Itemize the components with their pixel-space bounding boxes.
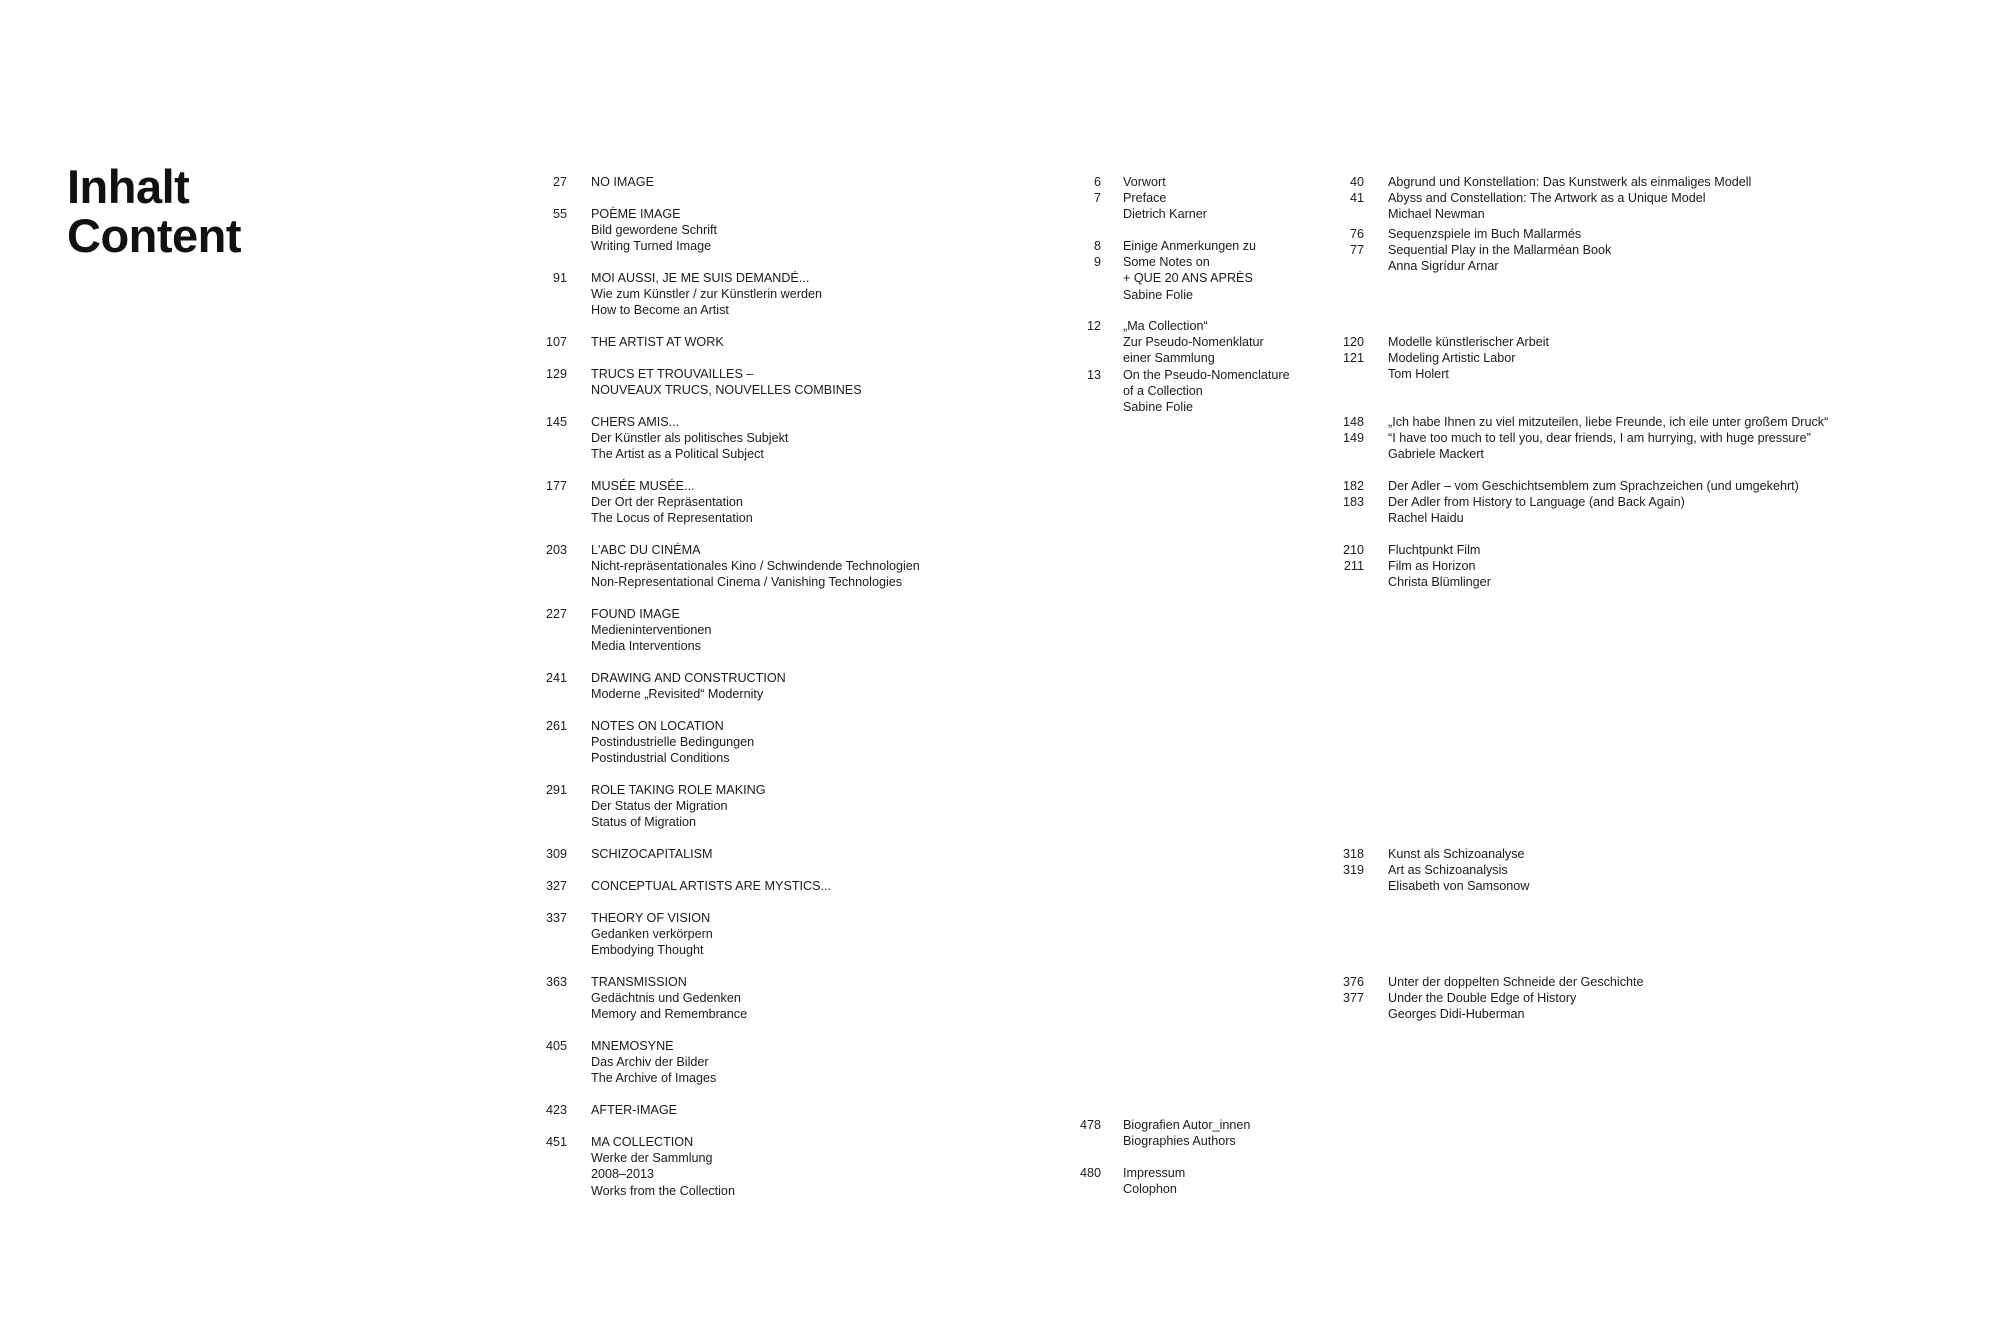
page-number: 6 xyxy=(1093,175,1101,189)
entry-line: Der Künstler als politisches Subjekt xyxy=(591,431,789,446)
entry-line: + QUE 20 ANS APRÈS xyxy=(1123,271,1253,286)
entry-line: 2008–2013 xyxy=(591,1167,655,1182)
entry-line: Sabine Folie xyxy=(1123,287,1194,302)
entry-line: Memory and Remembrance xyxy=(591,1007,748,1022)
entry-line: Postindustrial Conditions xyxy=(591,751,730,766)
page-number xyxy=(1061,350,1101,366)
page-number xyxy=(1061,334,1101,350)
entry-title: CHERS AMIS... xyxy=(591,415,680,429)
page-number: 261 xyxy=(545,719,567,733)
entry-line: Status of Migration xyxy=(591,815,696,830)
page-number: 177 xyxy=(545,479,567,493)
entry-line: NOUVEAUX TRUCS, NOUVELLES COMBINES xyxy=(591,383,862,398)
entry-title: TRANSMISSION xyxy=(591,975,687,989)
entry-line: Colophon xyxy=(1123,1182,1177,1197)
title-english: Content xyxy=(67,209,242,262)
entry-title: Fluchtpunkt Film xyxy=(1388,543,1481,557)
entry-line: Bild gewordene Schrift xyxy=(591,223,718,238)
page-number: 145 xyxy=(545,415,567,429)
page-title xyxy=(67,162,241,260)
page-number: 129 xyxy=(545,367,567,381)
page-number: 318 xyxy=(1342,847,1364,861)
title-german: Inhalt xyxy=(67,160,190,213)
entry-title: Vorwort xyxy=(1123,175,1166,189)
entry-line: einer Sammlung xyxy=(1123,351,1215,366)
entry-line: Medieninterventionen xyxy=(591,623,712,638)
page-number: 211 xyxy=(1343,559,1364,574)
page-number: 148 xyxy=(1342,415,1364,429)
page-number: 77 xyxy=(1349,243,1364,258)
entry-title: SCHIZOCAPITALISM xyxy=(591,847,713,861)
page-number: 480 xyxy=(1079,1166,1101,1180)
entry-line: Non-Representational Cinema / Vanishing Technologies xyxy=(591,575,903,590)
entry-title: Modelle künstlerischer Arbeit xyxy=(1388,335,1549,349)
entry-line: Sequential Play in the Mallarméan Book xyxy=(1388,243,1612,258)
page-number: 121 xyxy=(1342,351,1364,366)
page-number: 478 xyxy=(1079,1118,1101,1132)
page-number: 76 xyxy=(1349,227,1364,241)
entry-line: How to Become an Artist xyxy=(591,303,729,318)
entry-title: MOI AUSSI, JE ME SUIS DEMANDÉ... xyxy=(591,271,810,285)
entry-line: The Archive of Images xyxy=(591,1071,717,1086)
page-number: 183 xyxy=(1342,495,1364,510)
entry-title: THEORY OF VISION xyxy=(591,911,711,925)
entry-line: Anna Sigrídur Arnar xyxy=(1388,259,1499,274)
page-number: 327 xyxy=(545,879,567,893)
entry-line: Film as Horizon xyxy=(1388,559,1476,574)
page-number: 309 xyxy=(545,847,567,861)
entry-title: NO IMAGE xyxy=(591,175,654,189)
entry-line: Postindustrielle Bedingungen xyxy=(591,735,755,750)
page-number: 451 xyxy=(545,1135,567,1149)
entry-title: Unter der doppelten Schneide der Geschichte xyxy=(1388,975,1644,989)
page-number: 55 xyxy=(552,207,567,221)
page-number: 40 xyxy=(1349,175,1364,189)
entry-title: TRUCS ET TROUVAILLES – xyxy=(591,367,754,381)
page-number: 405 xyxy=(545,1039,567,1053)
page-number: 227 xyxy=(545,607,567,621)
entry-line: Der Adler from History to Language (and Back Again) xyxy=(1388,495,1685,510)
page-number: 13 xyxy=(1086,367,1101,382)
entry-title: ROLE TAKING ROLE MAKING xyxy=(591,783,766,797)
entry-line: Der Status der Migration xyxy=(591,799,728,814)
entry-line: Das Archiv der Bilder xyxy=(591,1055,709,1070)
entry-line: The Artist as a Political Subject xyxy=(591,447,764,462)
entry-line: Elisabeth von Samsonow xyxy=(1388,879,1530,894)
page-number: 423 xyxy=(545,1103,567,1117)
entry-title: „Ma Collection“ xyxy=(1123,319,1208,333)
entry-line: of a Collection xyxy=(1123,383,1203,398)
entry-line: Christa Blümlinger xyxy=(1388,575,1491,590)
entry-line: Wie zum Künstler / zur Künstlerin werden xyxy=(591,287,822,302)
entry-line: Zur Pseudo-Nomenklatur xyxy=(1123,335,1264,350)
page-number: 149 xyxy=(1342,431,1364,446)
page-number: 107 xyxy=(545,335,567,349)
entry-line: Moderne „Revisited“ Modernity xyxy=(591,687,764,702)
entry-title: Biografien Autor_innen xyxy=(1123,1118,1251,1132)
entry-title: MUSÉE MUSÉE... xyxy=(591,479,695,493)
entry-line: Nicht-repräsentationales Kino / Schwindende Technologien xyxy=(591,559,920,574)
page-number: 363 xyxy=(545,975,567,989)
entry-line: Tom Holert xyxy=(1388,367,1449,382)
entry-line: Under the Double Edge of History xyxy=(1388,991,1577,1006)
entry-title: L'ABC DU CINÉMA xyxy=(591,543,701,557)
entry-line: Abyss and Constellation: The Artwork as a Unique Model xyxy=(1388,191,1706,206)
page-number: 7 xyxy=(1093,191,1101,206)
page-number: 241 xyxy=(545,671,567,685)
page-number: 8 xyxy=(1093,239,1101,253)
page-number: 210 xyxy=(1342,543,1364,557)
entry-title: CONCEPTUAL ARTISTS ARE MYSTICS... xyxy=(591,879,832,893)
entry-title: Abgrund und Konstellation: Das Kunstwerk als einmaliges Modell xyxy=(1388,175,1752,189)
page-number: 12 xyxy=(1086,319,1101,333)
page-number: 120 xyxy=(1342,335,1364,349)
page-number: 319 xyxy=(1342,863,1364,878)
entry-title: Impressum xyxy=(1123,1166,1186,1180)
entry-line: “I have too much to tell you, dear friends, I am hurrying, with huge pressure” xyxy=(1388,431,1811,446)
entry-title: AFTER-IMAGE xyxy=(591,1103,678,1117)
page-number: 182 xyxy=(1342,479,1364,493)
entry-title: Der Adler – vom Geschichtsemblem zum Sprachzeichen (und umgekehrt) xyxy=(1388,479,1799,493)
entry-line: Writing Turned Image xyxy=(591,239,712,254)
entry-line: Modeling Artistic Labor xyxy=(1388,351,1516,366)
entry-line: Werke der Sammlung xyxy=(591,1151,713,1166)
entry-line: Gedächtnis und Gedenken xyxy=(591,991,741,1006)
page-number: 27 xyxy=(552,175,567,189)
entry-line: On the Pseudo-Nomenclature xyxy=(1123,367,1290,382)
entry-title: Einige Anmerkungen zu xyxy=(1123,239,1257,253)
entry-line: Some Notes on xyxy=(1123,255,1210,270)
entry-title: MA COLLECTION xyxy=(591,1135,694,1149)
page-number: 203 xyxy=(545,543,567,557)
entry-line: Media Interventions xyxy=(591,639,701,654)
entry-title: Sequenzspiele im Buch Mallarmés xyxy=(1388,227,1582,241)
page-number: 337 xyxy=(545,911,567,925)
entry-title: Kunst als Schizoanalyse xyxy=(1388,847,1525,861)
page-number: 377 xyxy=(1342,991,1364,1006)
entry-line: The Locus of Representation xyxy=(591,511,753,526)
entry-line: Der Ort der Repräsentation xyxy=(591,495,743,510)
page-number: 9 xyxy=(1093,255,1101,270)
entry-line: Gabriele Mackert xyxy=(1388,447,1484,462)
entry-title: POÈME IMAGE xyxy=(591,207,681,221)
page-number: 376 xyxy=(1342,975,1364,989)
page-number: 291 xyxy=(545,783,567,797)
entry-title: „Ich habe Ihnen zu viel mitzuteilen, liebe Freunde, ich eile unter großem Druck“ xyxy=(1388,415,1829,429)
entry-line: Art as Schizoanalysis xyxy=(1388,863,1508,878)
entry-title: DRAWING AND CONSTRUCTION xyxy=(591,671,786,685)
entry-line: Michael Newman xyxy=(1388,207,1485,222)
entry-line: Gedanken verkörpern xyxy=(591,927,713,942)
entry-line: Georges Didi-Huberman xyxy=(1388,1007,1525,1022)
entry-title: FOUND IMAGE xyxy=(591,607,680,621)
entry-line: Rachel Haidu xyxy=(1388,511,1464,526)
page-number: 91 xyxy=(552,271,567,285)
entry-title: MNEMOSYNE xyxy=(591,1039,674,1053)
entry-line: Sabine Folie xyxy=(1123,399,1194,414)
entry-title: NOTES ON LOCATION xyxy=(591,719,724,733)
entry-title: THE ARTIST AT WORK xyxy=(591,335,724,349)
entry-line: Embodying Thought xyxy=(591,943,704,958)
entry-line: Preface xyxy=(1123,191,1167,206)
entry-line: Dietrich Karner xyxy=(1123,207,1207,222)
entry-line: Biographies Authors xyxy=(1123,1134,1236,1149)
entry-line: Works from the Collection xyxy=(591,1183,735,1198)
page-number: 41 xyxy=(1349,191,1364,206)
